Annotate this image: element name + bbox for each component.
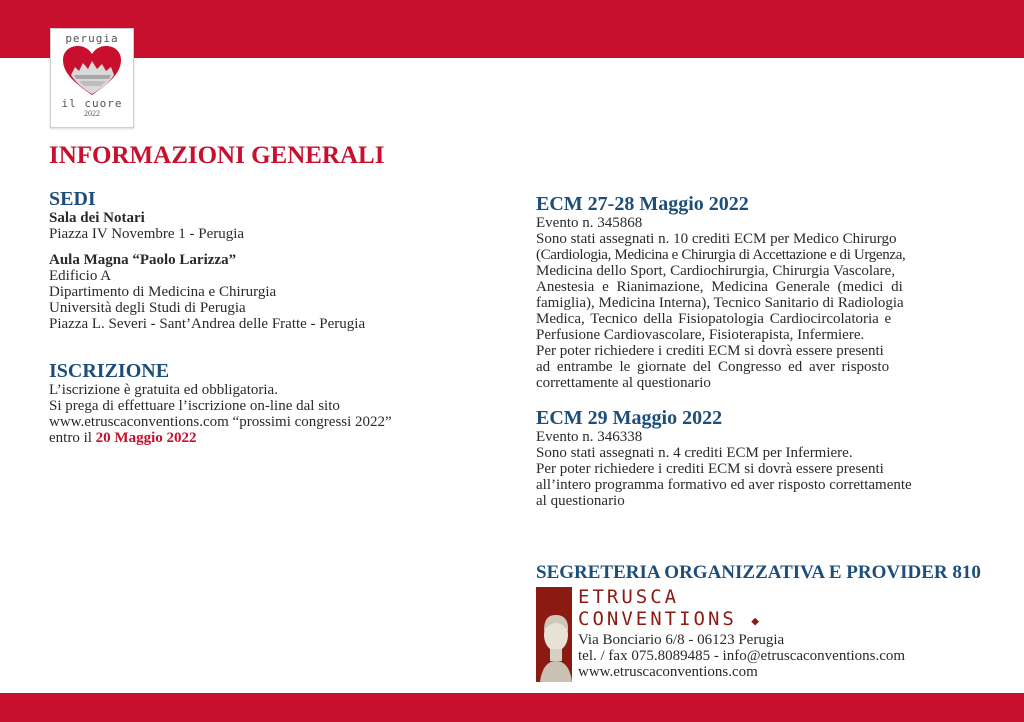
ecm2-line: Sono stati assegnati n. 4 crediti ECM per Infermiere. <box>536 445 853 461</box>
left-column <box>49 188 469 446</box>
iscrizione-line: Si prega di effettuare l’iscrizione on-line dal sito <box>49 398 340 414</box>
deadline-prefix: entro il <box>49 430 92 446</box>
ecm1-line: (Cardiologia, Medicina e Chirurgia di Accettazione e di Urgenza, <box>536 247 906 263</box>
iscrizione-heading: ISCRIZIONE <box>49 360 170 382</box>
ecm1-line: correttamente al questionario <box>536 375 711 391</box>
logo-text-city: perugia <box>65 32 119 45</box>
segreteria-address: Via Bonciario 6/8 - 06123 Perugia <box>578 632 785 648</box>
ecm1-line: Medicina dello Sport, Cardiochirurgia, Chirurgia Vascolare, <box>536 263 896 279</box>
ecm2-heading: ECM 29 Maggio 2022 <box>536 407 723 429</box>
ecm2-line: al questionario <box>536 493 625 509</box>
ecm1-line: Anestesia e Rianimazione, Medicina Generale (medici di <box>536 279 903 295</box>
brand-line-2-text: CONVENTIONS <box>578 608 737 630</box>
ecm1-line: Per poter richiedere i crediti ECM si dovrà essere presenti <box>536 343 884 359</box>
ecm1-line: Medica, Tecnico della Fisiopatologia Cardiocircolatoria e <box>536 311 892 327</box>
segreteria-phone-email: tel. / fax 075.8089485 - info@etruscaconventions.com <box>578 648 906 664</box>
iscrizione-line: L’iscrizione è gratuita ed obbligatoria. <box>49 382 278 398</box>
ecm2-line: all’intero programma formativo ed aver risposto correttamente <box>536 477 912 493</box>
ecm2-event-number: Evento n. 346338 <box>536 429 643 445</box>
venue2-line: Dipartimento di Medicina e Chirurgia <box>49 284 277 300</box>
venue2-name: Aula Magna “Paolo Larizza” <box>49 252 237 268</box>
venue1-address: Piazza IV Novembre 1 - Perugia <box>49 226 245 242</box>
venue2-line: Università degli Studi di Perugia <box>49 300 246 316</box>
ecm1-line: famiglia), Medicina Interna), Tecnico Sanitario di Radiologia <box>536 295 904 311</box>
deadline-date: 20 Maggio 2022 <box>95 430 197 446</box>
diamond-icon: ◆ <box>751 614 760 629</box>
segreteria-website: www.etruscaconventions.com <box>578 664 758 680</box>
brand-line-1: ETRUSCA <box>578 586 680 608</box>
statue-head-icon <box>536 587 572 682</box>
heart-icon <box>61 45 123 97</box>
venue2-line: Piazza L. Severi - Sant’Andrea delle Fratte - Perugia <box>49 316 366 332</box>
ecm1-line: ad entrambe le giornate del Congresso ed aver risposto <box>536 359 890 375</box>
segreteria-contacts <box>578 632 905 680</box>
venue2-line: Edificio A <box>49 268 112 284</box>
iscrizione-line: www.etruscaconventions.com “prossimi congressi 2022” <box>49 414 392 430</box>
event-logo <box>50 28 134 128</box>
sedi-heading: SEDI <box>49 188 96 210</box>
bottom-red-band <box>0 693 1024 722</box>
iscrizione-deadline-line <box>49 430 469 446</box>
right-column <box>536 193 976 509</box>
logo-text-tagline: il cuore <box>61 97 123 110</box>
brand-line-2 <box>578 608 759 633</box>
page-title: INFORMAZIONI GENERALI <box>49 142 385 169</box>
ecm1-heading: ECM 27-28 Maggio 2022 <box>536 193 749 215</box>
top-red-band <box>0 0 1024 58</box>
segreteria-heading: SEGRETERIA ORGANIZZATIVA E PROVIDER 810 <box>536 562 981 583</box>
venue1-name: Sala dei Notari <box>49 210 145 226</box>
etruscan-statue-image <box>536 587 572 682</box>
ecm1-line: Perfusione Cardiovascolare, Fisioterapista, Infermiere. <box>536 327 865 343</box>
ecm1-line: Sono stati assegnati n. 10 crediti ECM per Medico Chirurgo <box>536 231 897 247</box>
ecm1-event-number: Evento n. 345868 <box>536 215 643 231</box>
logo-year: 2022 <box>84 109 100 118</box>
ecm2-line: Per poter richiedere i crediti ECM si dovrà essere presenti <box>536 461 884 477</box>
etrusca-brand-name <box>578 586 759 633</box>
